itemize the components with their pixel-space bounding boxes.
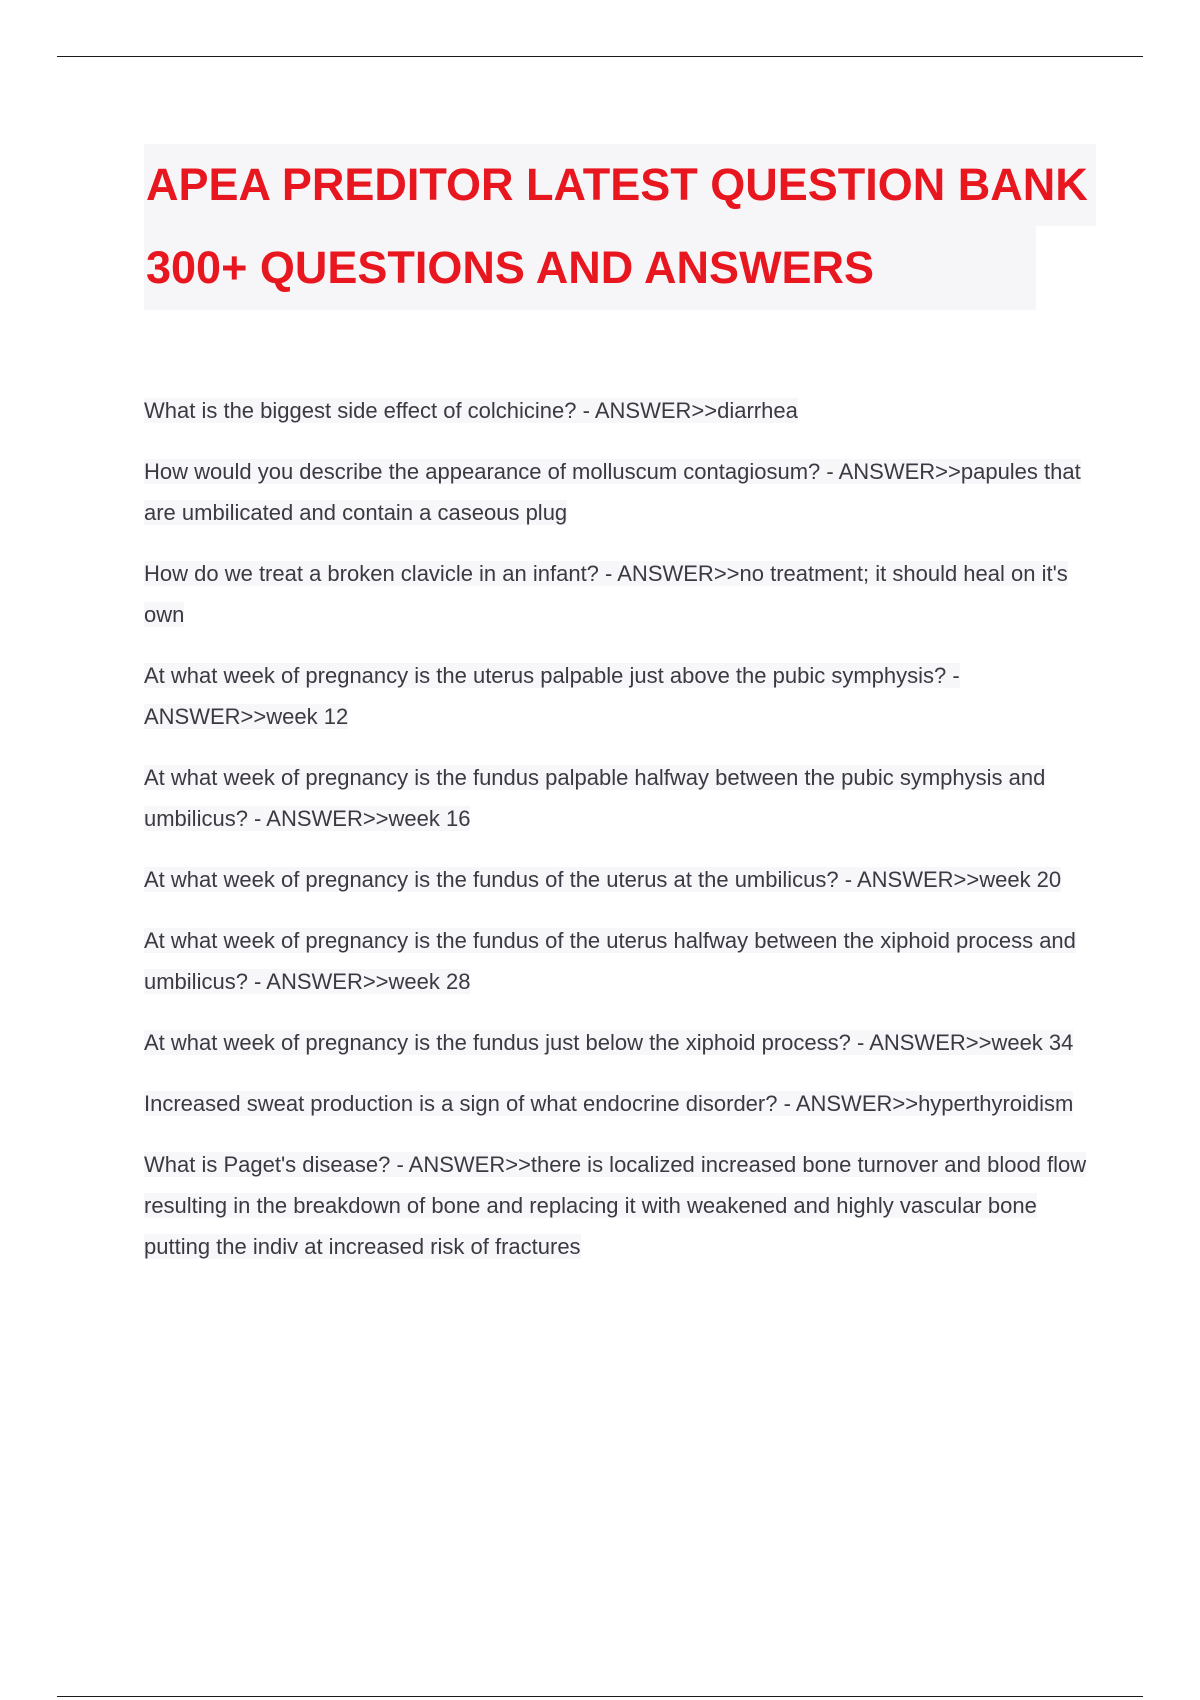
qa-text: At what week of pregnancy is the fundus palpable halfway between the pubic symphysis and umbilicus? - ANSWER>>week 16 [144, 765, 1046, 831]
qa-item [144, 1022, 1094, 1063]
title-line-2: 300+ QUESTIONS AND ANSWERS [144, 226, 1036, 310]
qa-text: At what week of pregnancy is the fundus of the uterus halfway between the xiphoid process and umbilicus? - ANSWER>>week 28 [144, 928, 1076, 994]
qa-text: At what week of pregnancy is the fundus of the uterus at the umbilicus? - ANSWER>>week 20 [144, 867, 1062, 892]
qa-item [144, 1083, 1094, 1124]
document-title [144, 144, 1164, 310]
top-rule [57, 56, 1143, 57]
bottom-rule [57, 1696, 1143, 1697]
qa-item [144, 757, 1094, 839]
qa-text: How do we treat a broken clavicle in an infant? - ANSWER>>no treatment; it should heal on it's own [144, 561, 1068, 627]
qa-text: Increased sweat production is a sign of what endocrine disorder? - ANSWER>>hyperthyroidism [144, 1091, 1074, 1116]
qa-text: How would you describe the appearance of molluscum contagiosum? - ANSWER>>papules that are umbilicated and contain a caseous plug [144, 459, 1081, 525]
title-line-1: APEA PREDITOR LATEST QUESTION BANK [144, 144, 1096, 226]
qa-item [144, 859, 1094, 900]
qa-text: At what week of pregnancy is the uterus palpable just above the pubic symphysis? - ANSWER>>week 12 [144, 663, 960, 729]
qa-item [144, 1144, 1094, 1267]
qa-text: What is Paget's disease? - ANSWER>>there is localized increased bone turnover and blood flow resulting in the breakdown of bone and replacing it with weakened and highly vascular bone putting the indiv at increased risk of fractures [144, 1152, 1087, 1259]
qa-item [144, 553, 1094, 635]
qa-item [144, 655, 1094, 737]
qa-text: At what week of pregnancy is the fundus just below the xiphoid process? - ANSWER>>week 34 [144, 1030, 1074, 1055]
qa-text: What is the biggest side effect of colchicine? - ANSWER>>diarrhea [144, 398, 798, 423]
qa-item [144, 920, 1094, 1002]
qa-item [144, 451, 1094, 533]
qa-item [144, 390, 1094, 431]
qa-list [144, 390, 1094, 1287]
